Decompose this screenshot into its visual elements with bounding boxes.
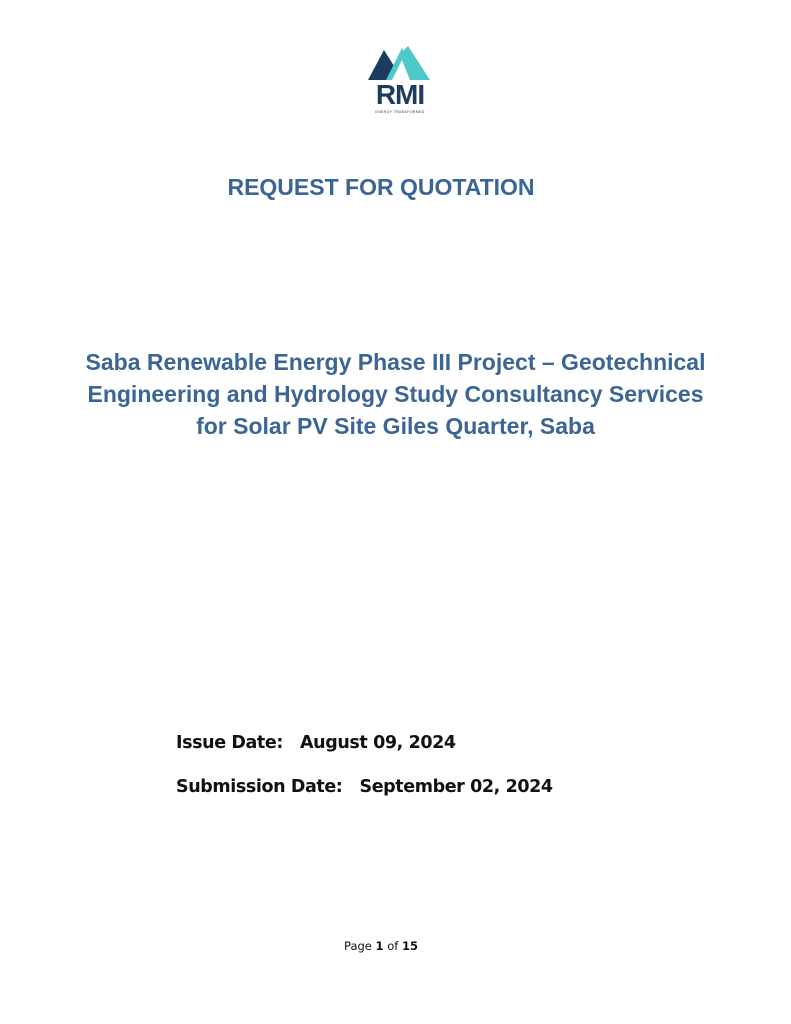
- logo-wordmark: RMI: [375, 79, 425, 110]
- submission-date-label: Submission Date:: [176, 777, 343, 797]
- issue-date-value: August 09, 2024: [300, 733, 456, 753]
- project-title-line: for Solar PV Site Giles Quarter, Saba: [196, 413, 595, 439]
- current-page-number: 1: [375, 939, 384, 953]
- submission-date-value: September 02, 2024: [359, 777, 553, 797]
- page-footer: [0, 938, 762, 954]
- issue-date-row: [176, 729, 553, 773]
- of-word: of: [387, 939, 399, 953]
- document-heading: REQUEST FOR QUOTATION: [227, 174, 535, 200]
- total-page-count: 15: [401, 939, 418, 953]
- key-dates: [176, 729, 553, 817]
- rmi-logo: [364, 44, 436, 118]
- mountain-logo-icon: [364, 44, 436, 82]
- project-title: [30, 346, 761, 442]
- submission-date-row: [176, 773, 553, 817]
- project-title-line: Engineering and Hydrology Study Consultancy Services: [87, 381, 704, 407]
- logo-tagline: ENERGY TRANSFORMED: [375, 110, 425, 114]
- issue-date-label: Issue Date:: [176, 733, 283, 753]
- page-word: Page: [344, 939, 372, 953]
- project-title-line: Saba Renewable Energy Phase III Project – Geotechnical: [85, 349, 706, 375]
